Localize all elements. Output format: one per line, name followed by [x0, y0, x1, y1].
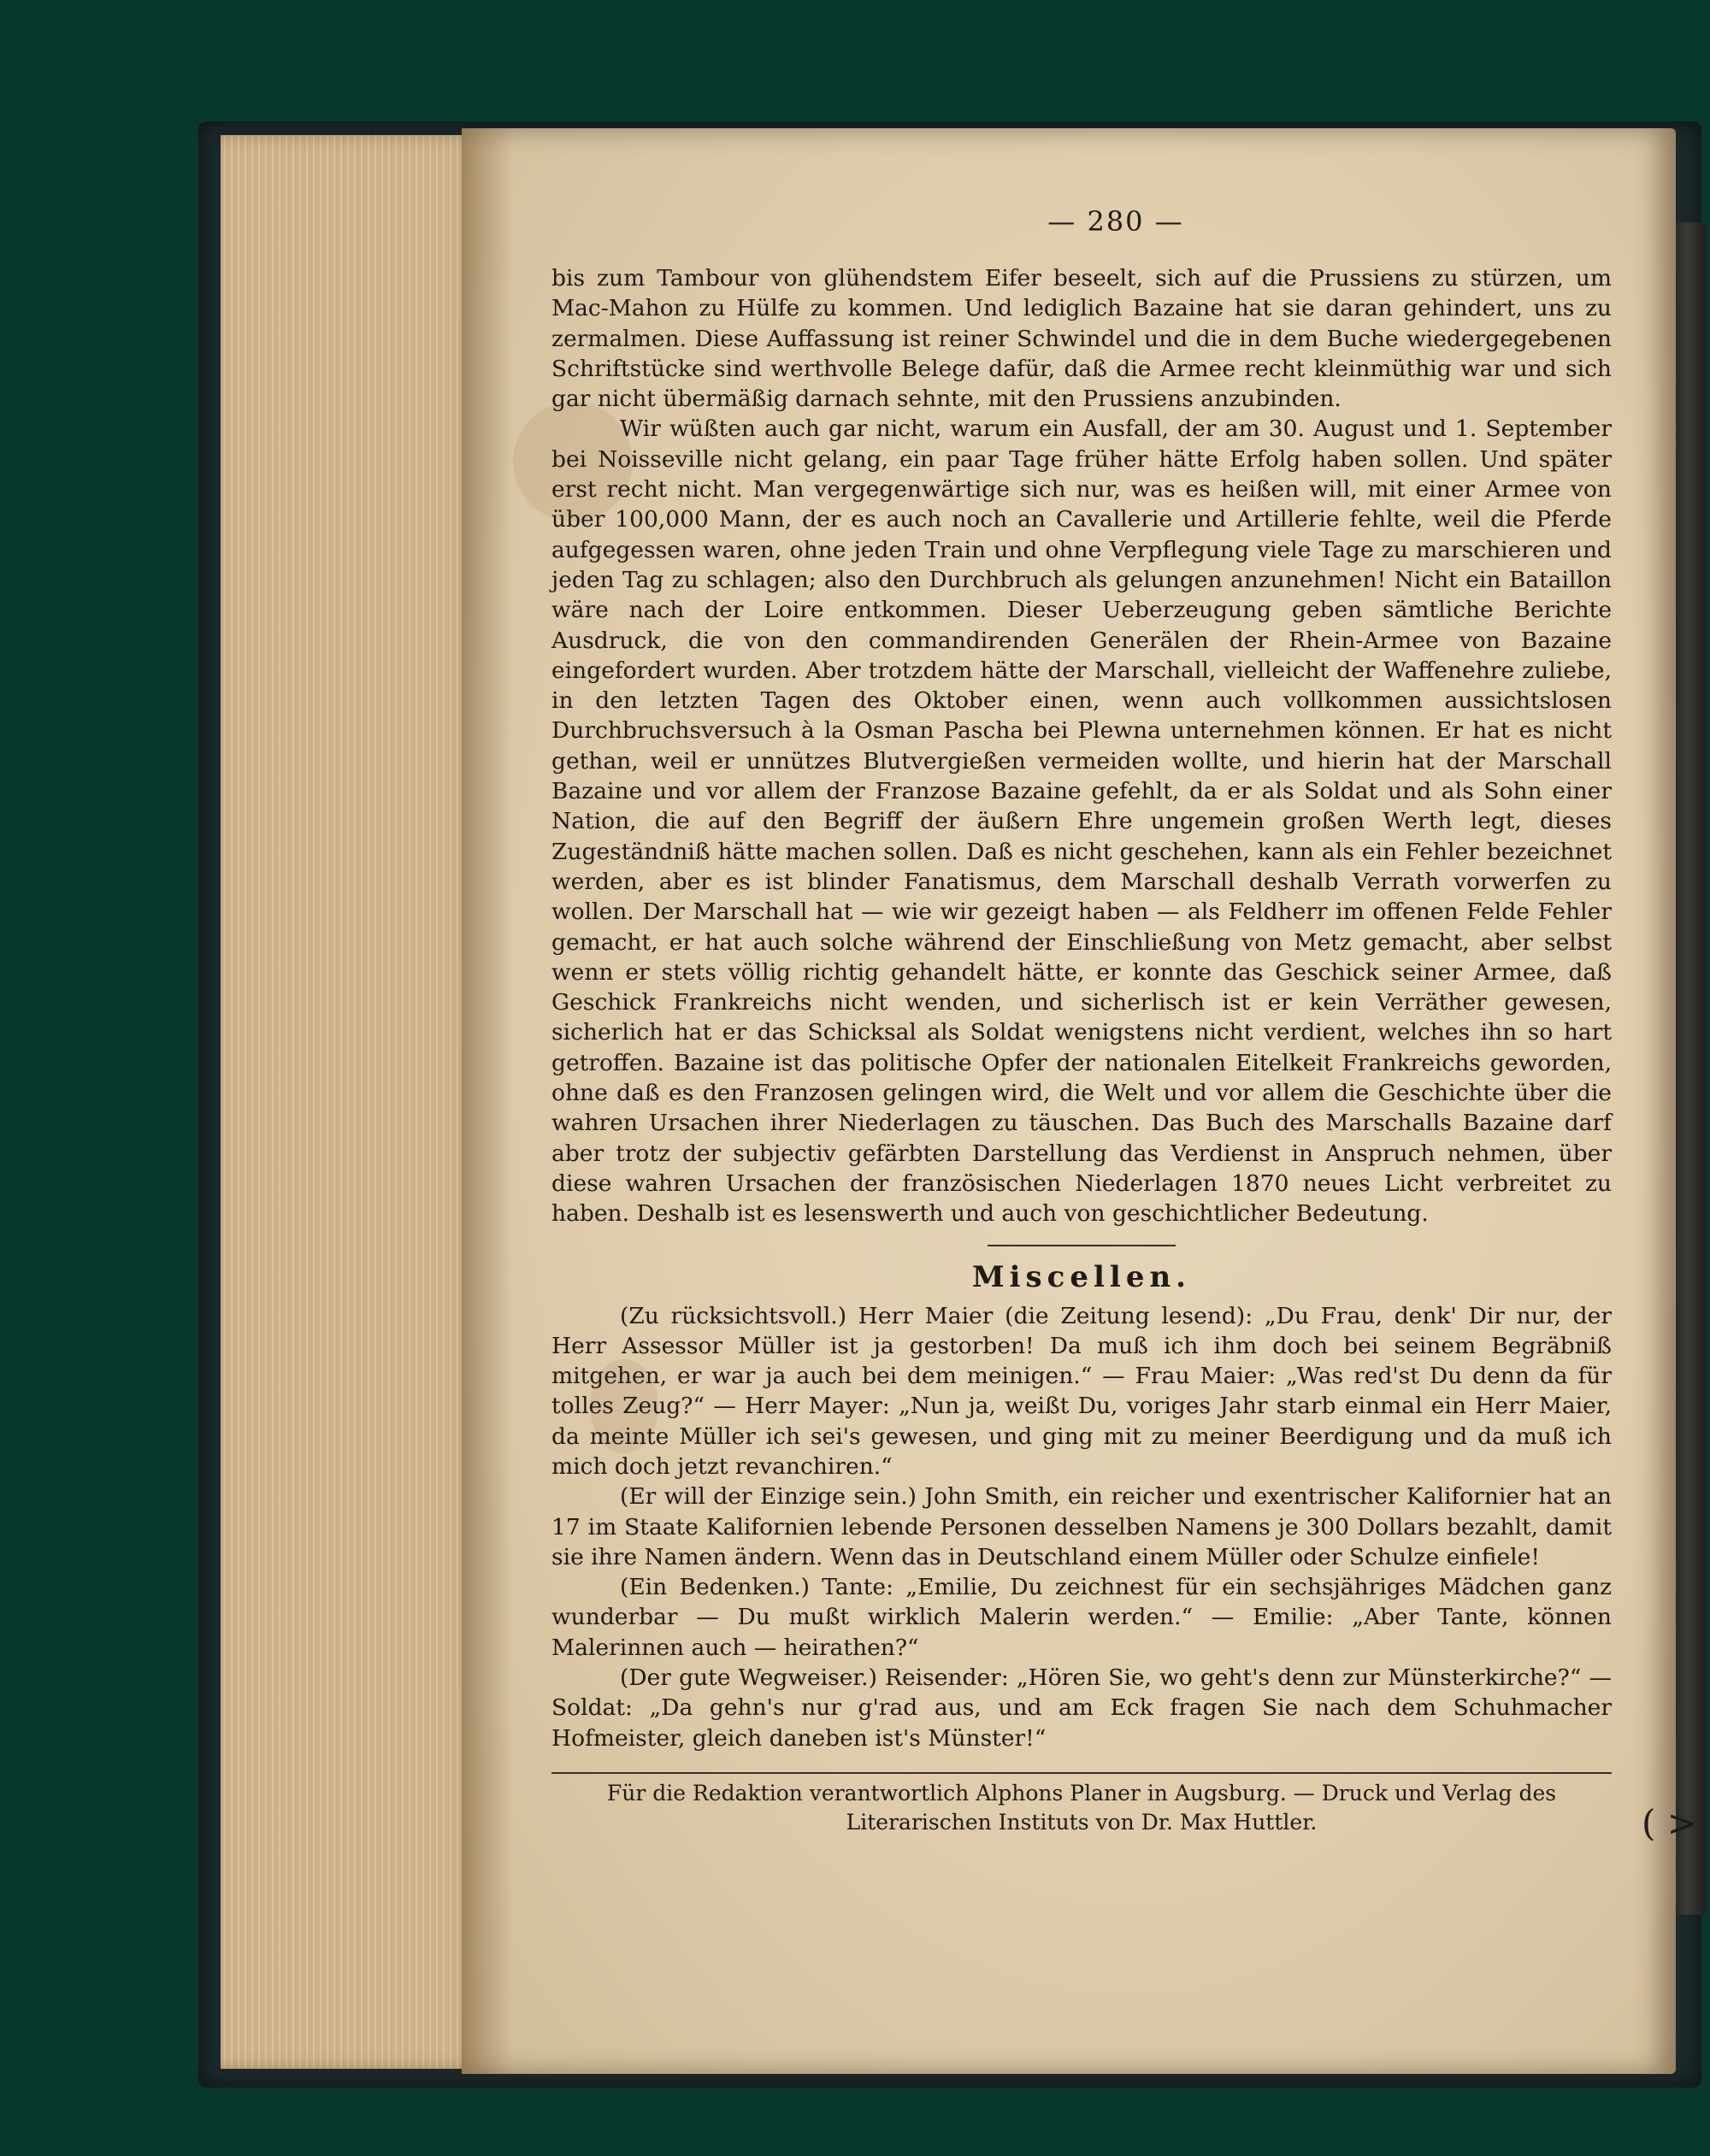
- paragraph: bis zum Tambour von glühendstem Eifer beseelt, sich auf die Prussiens zu stürzen, um Mac-Mahon zu Hülfe zu kommen. Und lediglich Bazaine hat sie daran gehindert, uns zu zermalmen. Diese Auffassung ist reiner Schwindel und die in dem Buche wiedergegebenen Schriftstücke sind werthvolle Belege dafür, daß die Armee recht kleinmüthig war und sich gar nicht übermäßig darnach sehnte, mit den Prussiens anzubinden.: [551, 265, 1612, 413]
- section-heading: Miscellen.: [971, 1259, 1192, 1294]
- page-content: [551, 205, 1612, 1837]
- main-text: [551, 263, 1612, 1229]
- section-divider: [988, 1245, 1176, 1246]
- anecdote: (Ein Bedenken.) Tante: „Emilie, Du zeichnest für ein sechsjähriges Mädchen ganz wunderbar — Du mußt wirklich Malerin werden.“ — Emilie: „Aber Tante, können Malerinnen auch — heirathen?“: [551, 1574, 1612, 1661]
- page-block-edge: [221, 135, 477, 2069]
- miscellen-section: [551, 1301, 1612, 1753]
- anecdote: (Er will der Einzige sein.) John Smith, ein reicher und exentrischer Kalifornier hat an 17 im Staate Kalifornien lebende Personen desselben Namens je 300 Dollars bezahlt, damit sie ihre Namen ändern. Wenn das in Deutschland einem Müller oder Schulze einfiele!: [551, 1483, 1612, 1570]
- edge-mark: ( >: [1642, 1802, 1697, 1844]
- anecdote: (Der gute Wegweiser.) Reisender: „Hören Sie, wo geht's denn zur Münsterkirche?“ — Soldat: „Da gehn's nur g'rad aus, und am Eck fragen Sie nach dem Schuhmacher Hofmeister, gleich daneben ist's Münster!“: [551, 1664, 1612, 1752]
- footer-divider: [551, 1772, 1612, 1774]
- page-number: — 280 —: [1047, 205, 1184, 238]
- paragraph: Wir wüßten auch gar nicht, warum ein Ausfall, der am 30. August und 1. September bei Noisseville nicht gelang, ein paar Tage früher hätte Erfolg haben sollen. Und später erst recht nicht. Man vergegenwärtige sich nur, was es heißen will, mit einer Armee von über 100,000 Mann, der es auch noch an Cavallerie und Artillerie fehlte, weil die Pferde aufgegessen waren, ohne jeden Train und ohne Verpflegung viele Tage zu marschieren und jeden Tag zu schlagen; also den Durchbruch als gelungen anzunehmen! Nicht ein Bataillon wäre nach der Loire entkommen. Dieser Ueberzeugung geben sämtliche Berichte Ausdruck, die von den commandirenden Generälen der Rhein-Armee von Bazaine eingefordert wurden. Aber trotzdem hätte der Marschall, vielleicht der Waffenehre zuliebe, in den letzten Tagen des Oktober einen, wenn auch vollkommen aussichtslosen Durchbruchsversuch à la Osman Pascha bei Plewna unternehmen können. Er hat es nicht gethan, weil er unnützes Blutvergießen vermeiden wollte, und hierin hat der Marschall Bazaine und vor allem der Franzose Bazaine gefehlt, da er als Soldat und als Sohn einer Nation, die auf den Begriff der äußern Ehre ungemein großen Werth legt, dieses Zugeständniß hätte machen sollen. Daß es nicht geschehen, kann als ein Fehler bezeichnet werden, aber es ist blinder Fanatismus, dem Marschall deshalb Verrath vorwerfen zu wollen. Der Marschall hat — wie wir gezeigt haben — als Feldherr im offenen Felde Fehler gemacht, er hat auch solche während der Einschließung von Metz gemacht, aber selbst wenn er stets völlig richtig gehandelt hätte, er konnte das Geschick seiner Armee, daß Geschick Frankreichs nicht wenden, und sicherlisch ist er kein Verräther gewesen, sicherlich hat er das Schicksal als Soldat wenigstens nicht verdient, welches ihn so hart getroffen. Bazaine ist das politische Opfer der nationalen Eitelkeit Frankreichs geworden, ohne daß es den Franzosen gelingen wird, die Welt und vor allem die Geschichte über die wahren Ursachen ihrer Niederlagen zu täuschen. Das Buch des Marschalls Bazaine darf aber trotz der subjectiv gefärbten Darstellung das Verdienst in Anspruch nehmen, über diese wahren Ursachen der französischen Niederlagen 1870 neues Licht verbreitet zu haben. Deshalb ist es lesenswerth und auch von geschichtlicher Bedeutung.: [551, 415, 1612, 1228]
- page-gutter-shadow: [462, 128, 513, 2074]
- imprint-footer: Für die Redaktion verantwortlich Alphons Planer in Augsburg. — Druck und Verlag des Literarischen Instituts von Dr. Max Huttler.: [606, 1780, 1557, 1835]
- anecdote: (Zu rücksichtsvoll.) Herr Maier (die Zeitung lesend): „Du Frau, denk' Dir nur, der Herr Assessor Müller ist ja gestorben! Da muß ich ihm doch bei seinem Begräbniß mitgehen, er war ja auch bei dem meinigen.“ — Frau Maier: „Was red'st Du denn da für tolles Zeug?“ — Herr Mayer: „Nun ja, weißt Du, voriges Jahr starb einmal ein Herr Maier, da meinte Müller ich sei's gewesen, und ging mit zu meiner Beerdigung und da muß ich mich doch jetzt revanchiren.“: [551, 1302, 1612, 1480]
